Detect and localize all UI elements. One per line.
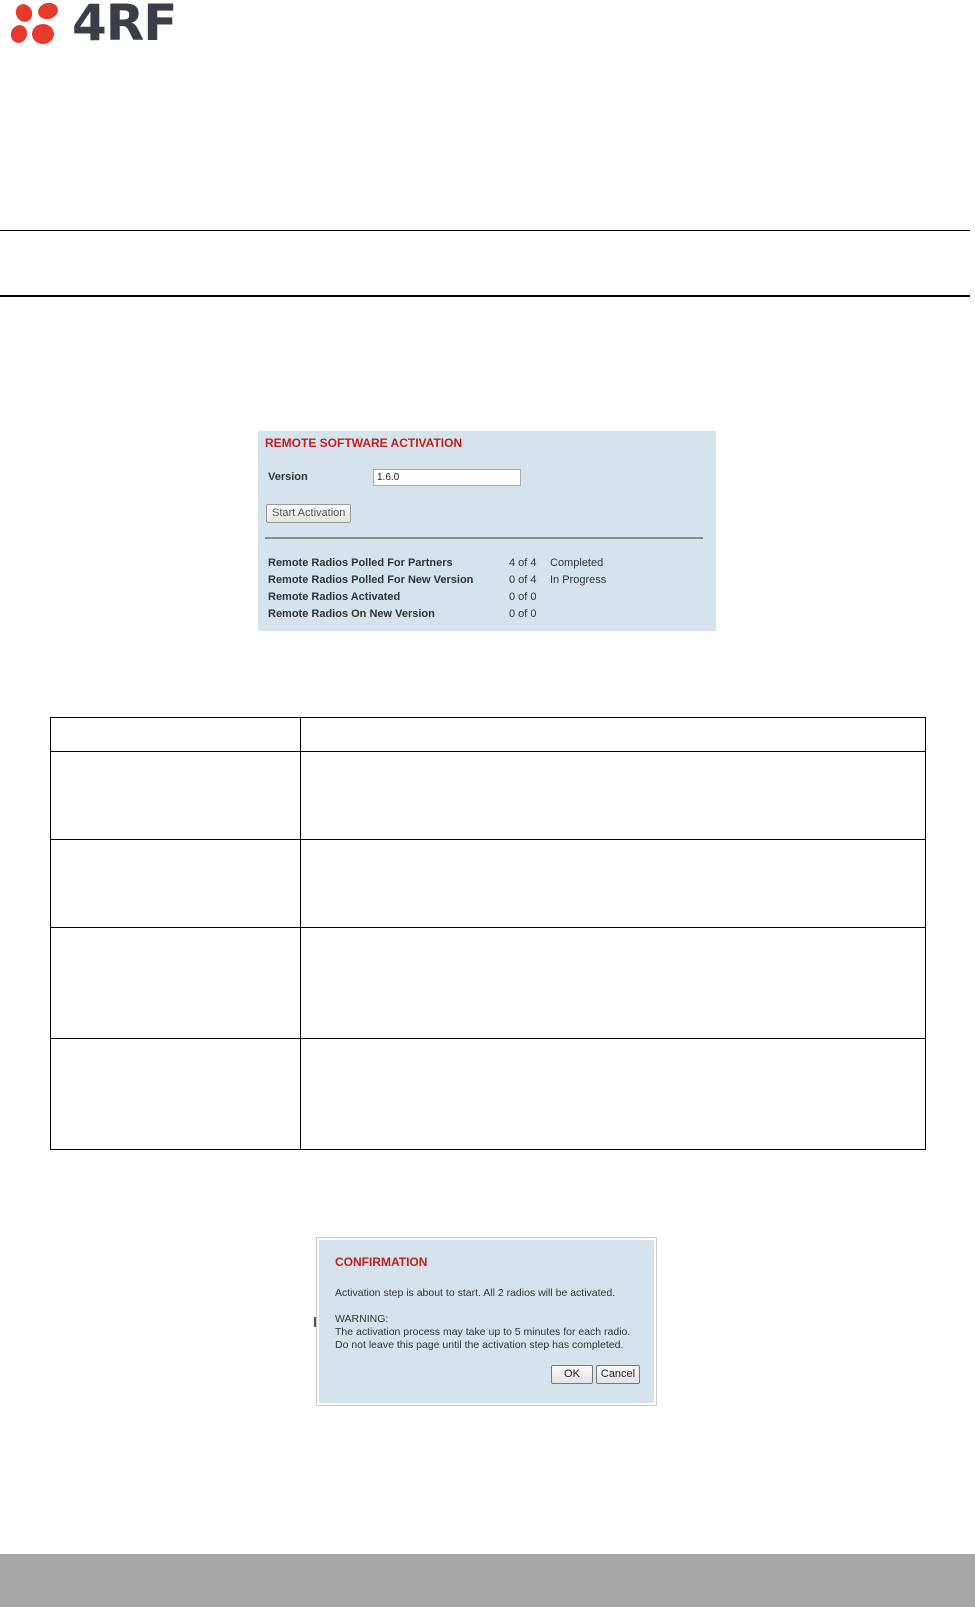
dialog-warning-title: WARNING:: [335, 1313, 389, 1325]
table-cell: [301, 840, 926, 928]
table-cell: [51, 718, 301, 752]
status-row-status: In Progress: [550, 574, 607, 586]
status-row-label: Remote Radios Polled For Partners: [268, 557, 453, 569]
table-cell: [51, 928, 301, 1039]
table-cell: [51, 840, 301, 928]
brand-logo: [10, 0, 185, 52]
table-row: [51, 840, 926, 928]
table-cell: [51, 752, 301, 840]
table-cell: [301, 1039, 926, 1150]
status-row-count: 0 of 4: [509, 574, 537, 586]
remote-software-activation-panel: [258, 431, 716, 631]
table-row: [51, 1039, 926, 1150]
logo-dots-icon: [10, 2, 72, 46]
panel-title: REMOTE SOFTWARE ACTIVATION: [265, 436, 463, 450]
status-row-label: Remote Radios Activated: [268, 591, 401, 603]
status-row-count: 0 of 0: [509, 591, 537, 603]
start-activation-button[interactable]: Start Activation: [266, 504, 351, 523]
status-row-label: Remote Radios Polled For New Version: [268, 574, 474, 586]
table-cell: [301, 752, 926, 840]
dialog-message: Activation step is about to start. All 2 radios will be activated.: [335, 1287, 616, 1299]
logo-wordmark: 4RF: [72, 0, 177, 52]
dialog-body: [319, 1240, 654, 1403]
status-row-count: 0 of 0: [509, 608, 537, 620]
table-header-row: [51, 718, 926, 752]
confirmation-dialog: [316, 1237, 657, 1406]
ok-button[interactable]: OK: [551, 1365, 593, 1384]
table-cell: [301, 718, 926, 752]
table-cell: [301, 928, 926, 1039]
dialog-title: CONFIRMATION: [335, 1255, 428, 1269]
cancel-button[interactable]: Cancel: [596, 1365, 640, 1384]
dialog-warning-line: The activation process may take up to 5 minutes for each radio.: [335, 1326, 631, 1338]
section-rule: [0, 295, 970, 297]
status-row-status: Completed: [550, 557, 604, 569]
description-table: [50, 717, 926, 1150]
status-row-count: 4 of 4: [509, 557, 537, 569]
dialog-warning-line: Do not leave this page until the activation step has completed.: [335, 1339, 624, 1351]
page-footer: [0, 1554, 975, 1607]
table-row: [51, 752, 926, 840]
version-input[interactable]: 1.6.0: [373, 469, 521, 486]
status-row-label: Remote Radios On New Version: [268, 608, 435, 620]
panel-divider: [265, 537, 703, 539]
version-label: Version: [268, 471, 308, 483]
table-cell: [51, 1039, 301, 1150]
table-row: [51, 928, 926, 1039]
header-rule: [0, 230, 970, 231]
